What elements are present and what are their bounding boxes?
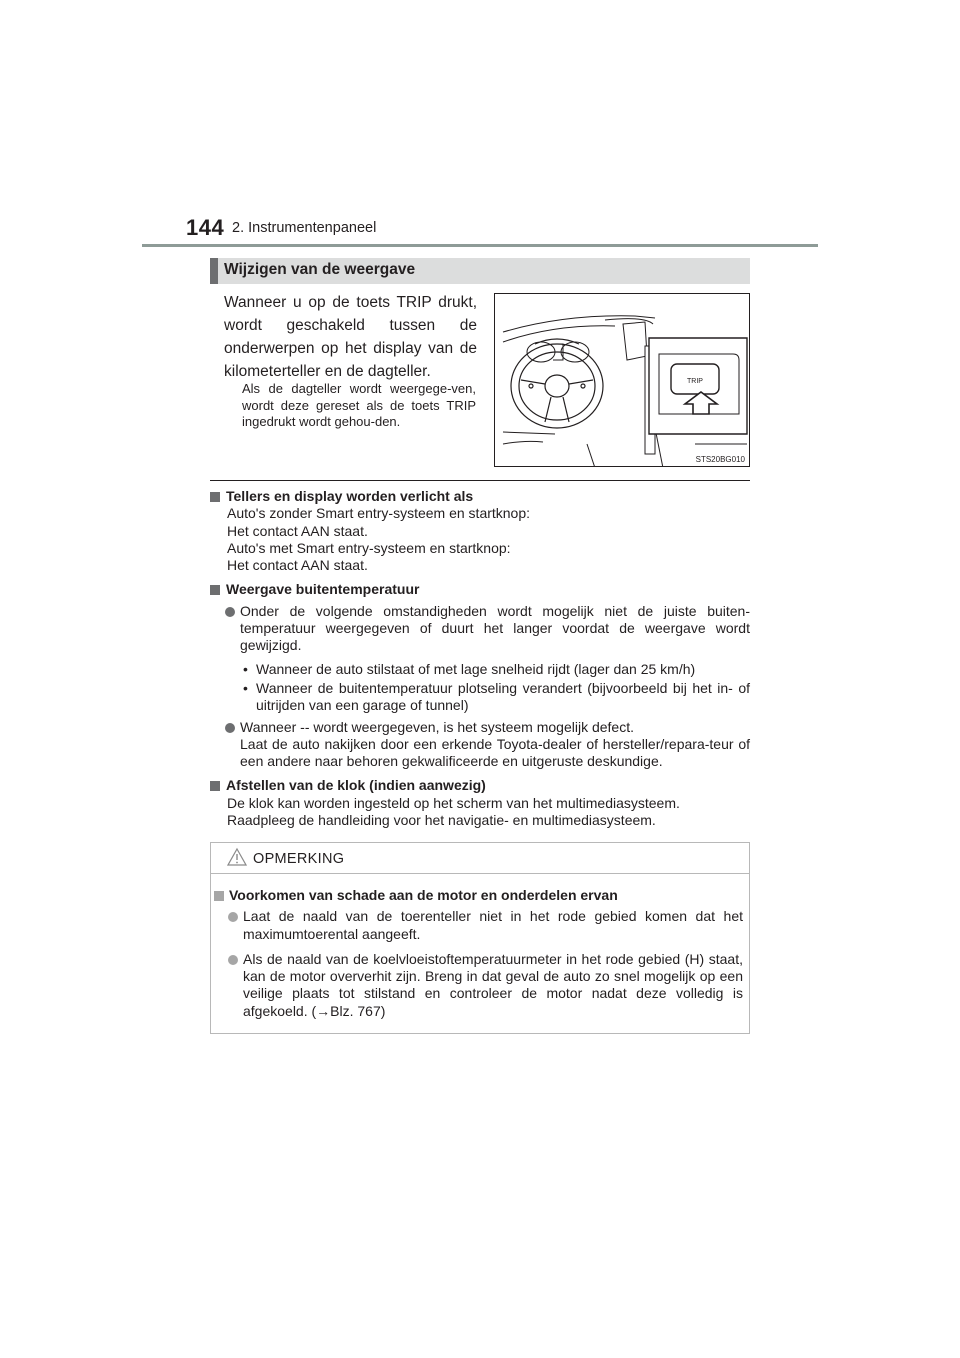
note-line: Raadpleeg de handleiding voor het navigatie- en multimediasysteem. (227, 812, 656, 829)
intro-note: Als de dagteller wordt weergege-ven, wordt deze gereset als de toets TRIP ingedrukt wordt gehou-den. (242, 381, 476, 429)
note-heading-clock: Afstellen van de klok (indien aanwezig) (210, 777, 750, 794)
notice-label: OPMERKING (253, 851, 345, 867)
section-marker (210, 258, 218, 284)
small-dot-icon: • (243, 679, 248, 696)
trip-button-illustration (494, 293, 750, 467)
warning-triangle-icon (227, 847, 247, 867)
callout-inset (645, 338, 747, 454)
note-bullet: Wanneer -- wordt weergegeven, is het systeem mogelijk defect. Laat de auto nakijken door een erkende Toyota-dealer of hersteller/repara-teur of een andere naar behoren gekwalificeerde en uitgeruste deskundige. (210, 719, 750, 771)
section-heading-bar (210, 258, 750, 284)
intro-text: Wanneer u op de toets TRIP drukt, wordt geschakeld tussen de onderwerpen op het display van de kilometerteller en de dagteller. (224, 294, 477, 380)
round-bullet-icon (225, 723, 235, 733)
notes-block (210, 488, 750, 829)
note-line: Het contact AAN staat. (227, 522, 368, 539)
note-line: Auto's zonder Smart entry-systeem en startknop: (227, 505, 531, 522)
page-number: 144 (186, 215, 225, 240)
chapter-title: 2. Instrumentenpaneel (232, 220, 377, 236)
square-bullet-icon (210, 781, 220, 791)
round-bullet-icon (225, 607, 235, 617)
note-subbullet: • Wanneer de buitentemperatuur plotseling verandert (bijvoorbeeld bij het in- of uitrijden van een garage of tunnel) (243, 679, 750, 714)
section-title: Wijzigen van de weergave (224, 261, 416, 278)
trip-button-label: TRIP (687, 378, 703, 385)
notice-box (210, 842, 750, 1034)
notice-header (211, 843, 749, 874)
note-heading-temperature: Weergave buitentemperatuur (210, 581, 750, 598)
note-line: De klok kan worden ingesteld op het scherm van het multimediasysteem. (227, 794, 680, 811)
notice-bullet: Laat de naald van de toerenteller niet in het rode gebied komen dat het maximumtoerental aangeeft. (211, 908, 743, 943)
square-bullet-icon (214, 891, 224, 901)
note-line: Het contact AAN staat. (227, 557, 368, 574)
notice-heading: Voorkomen van schade aan de motor en onderdelen ervan (211, 887, 743, 904)
note-subbullet: • Wanneer de auto stilstaat of met lage snelheid rijdt (lager dan 25 km/h) (243, 660, 696, 677)
note-heading-lights: Tellers en display worden verlicht als (210, 488, 750, 505)
round-bullet-icon (228, 912, 238, 922)
section-divider (210, 480, 750, 481)
note-bullet: Onder de volgende omstandigheden wordt mogelijk niet de juiste buiten-temperatuur weergegeven of duurt het langer voordat de weergave wordt gewijzigd. (210, 603, 750, 655)
round-bullet-icon (228, 955, 238, 965)
square-bullet-icon (210, 492, 220, 502)
notice-body (211, 874, 749, 1020)
notice-bullet: Als de naald van de koelvloeistoftemperatuurmeter in het rode gebied (H) staat, kan de motor oververhit zijn. Breng in dat geval de auto zo snel mogelijk op een veilige plaats tot stilstand en controleer de motor nadat deze volledig is afgekoeld. (→Blz. 767) (211, 951, 743, 1020)
note-line: Auto's met Smart entry-systeem en startknop: (227, 539, 511, 556)
header-divider (142, 244, 818, 247)
small-dot-icon: • (243, 660, 248, 677)
dashboard-drawing (495, 294, 750, 467)
square-bullet-icon (210, 585, 220, 595)
figure-code: STS20BG010 (695, 455, 745, 464)
